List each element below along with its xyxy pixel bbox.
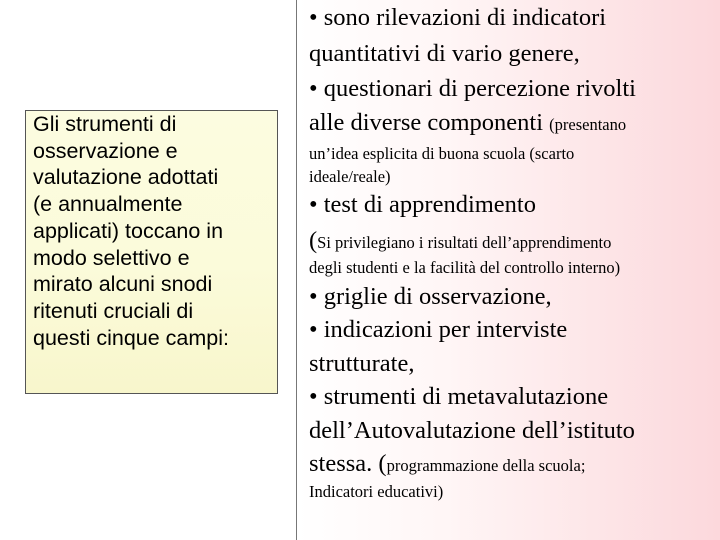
tools-line-15 <box>309 450 585 478</box>
tools-line-5: un’idea esplicita di buona scuola (scarto <box>309 144 575 163</box>
intro-text: Gli strumenti di osservazione e valutazione adottati (e annualmente applicati) toccano in modo selettivo e mirato alcuni snodi ritenuti cruciali di questi cinque campi: <box>33 112 229 350</box>
tools-line-15-main: stessa. ( <box>309 450 387 477</box>
tools-line-8-paren: ( <box>309 227 318 254</box>
tools-line-4 <box>309 109 626 137</box>
tools-line-8-note: Si privilegiano i risultati dell’apprendimento <box>317 233 612 252</box>
tools-line-2: quantitativi di vario genere, <box>309 40 580 67</box>
tools-line-15-note: programmazione della scuola; <box>386 456 586 475</box>
tools-line-14: dell’Autovalutazione dell’istituto <box>309 417 635 444</box>
tools-line-9: degli studenti e la facilità del controllo interno) <box>309 258 621 277</box>
tools-line-13: • strumenti di metavalutazione <box>309 383 609 410</box>
tools-line-7: • test di apprendimento <box>309 191 536 218</box>
tools-list-panel <box>296 0 720 540</box>
tools-line-6: ideale/reale) <box>309 167 391 186</box>
tools-line-3: • questionari di percezione rivolti <box>309 75 636 102</box>
tools-line-16: Indicatori educativi) <box>309 482 444 501</box>
tools-line-10: • griglie di osservazione, <box>309 283 552 310</box>
tools-line-4-main: alle diverse componenti <box>309 109 550 136</box>
tools-line-8 <box>309 227 611 255</box>
tools-line-1: • sono rilevazioni di indicatori <box>309 4 607 31</box>
tools-line-11: • indicazioni per interviste <box>309 316 568 343</box>
intro-text-box <box>25 110 278 394</box>
tools-line-12: strutturate, <box>309 350 415 377</box>
tools-line-4-note: (presentano <box>549 115 627 134</box>
